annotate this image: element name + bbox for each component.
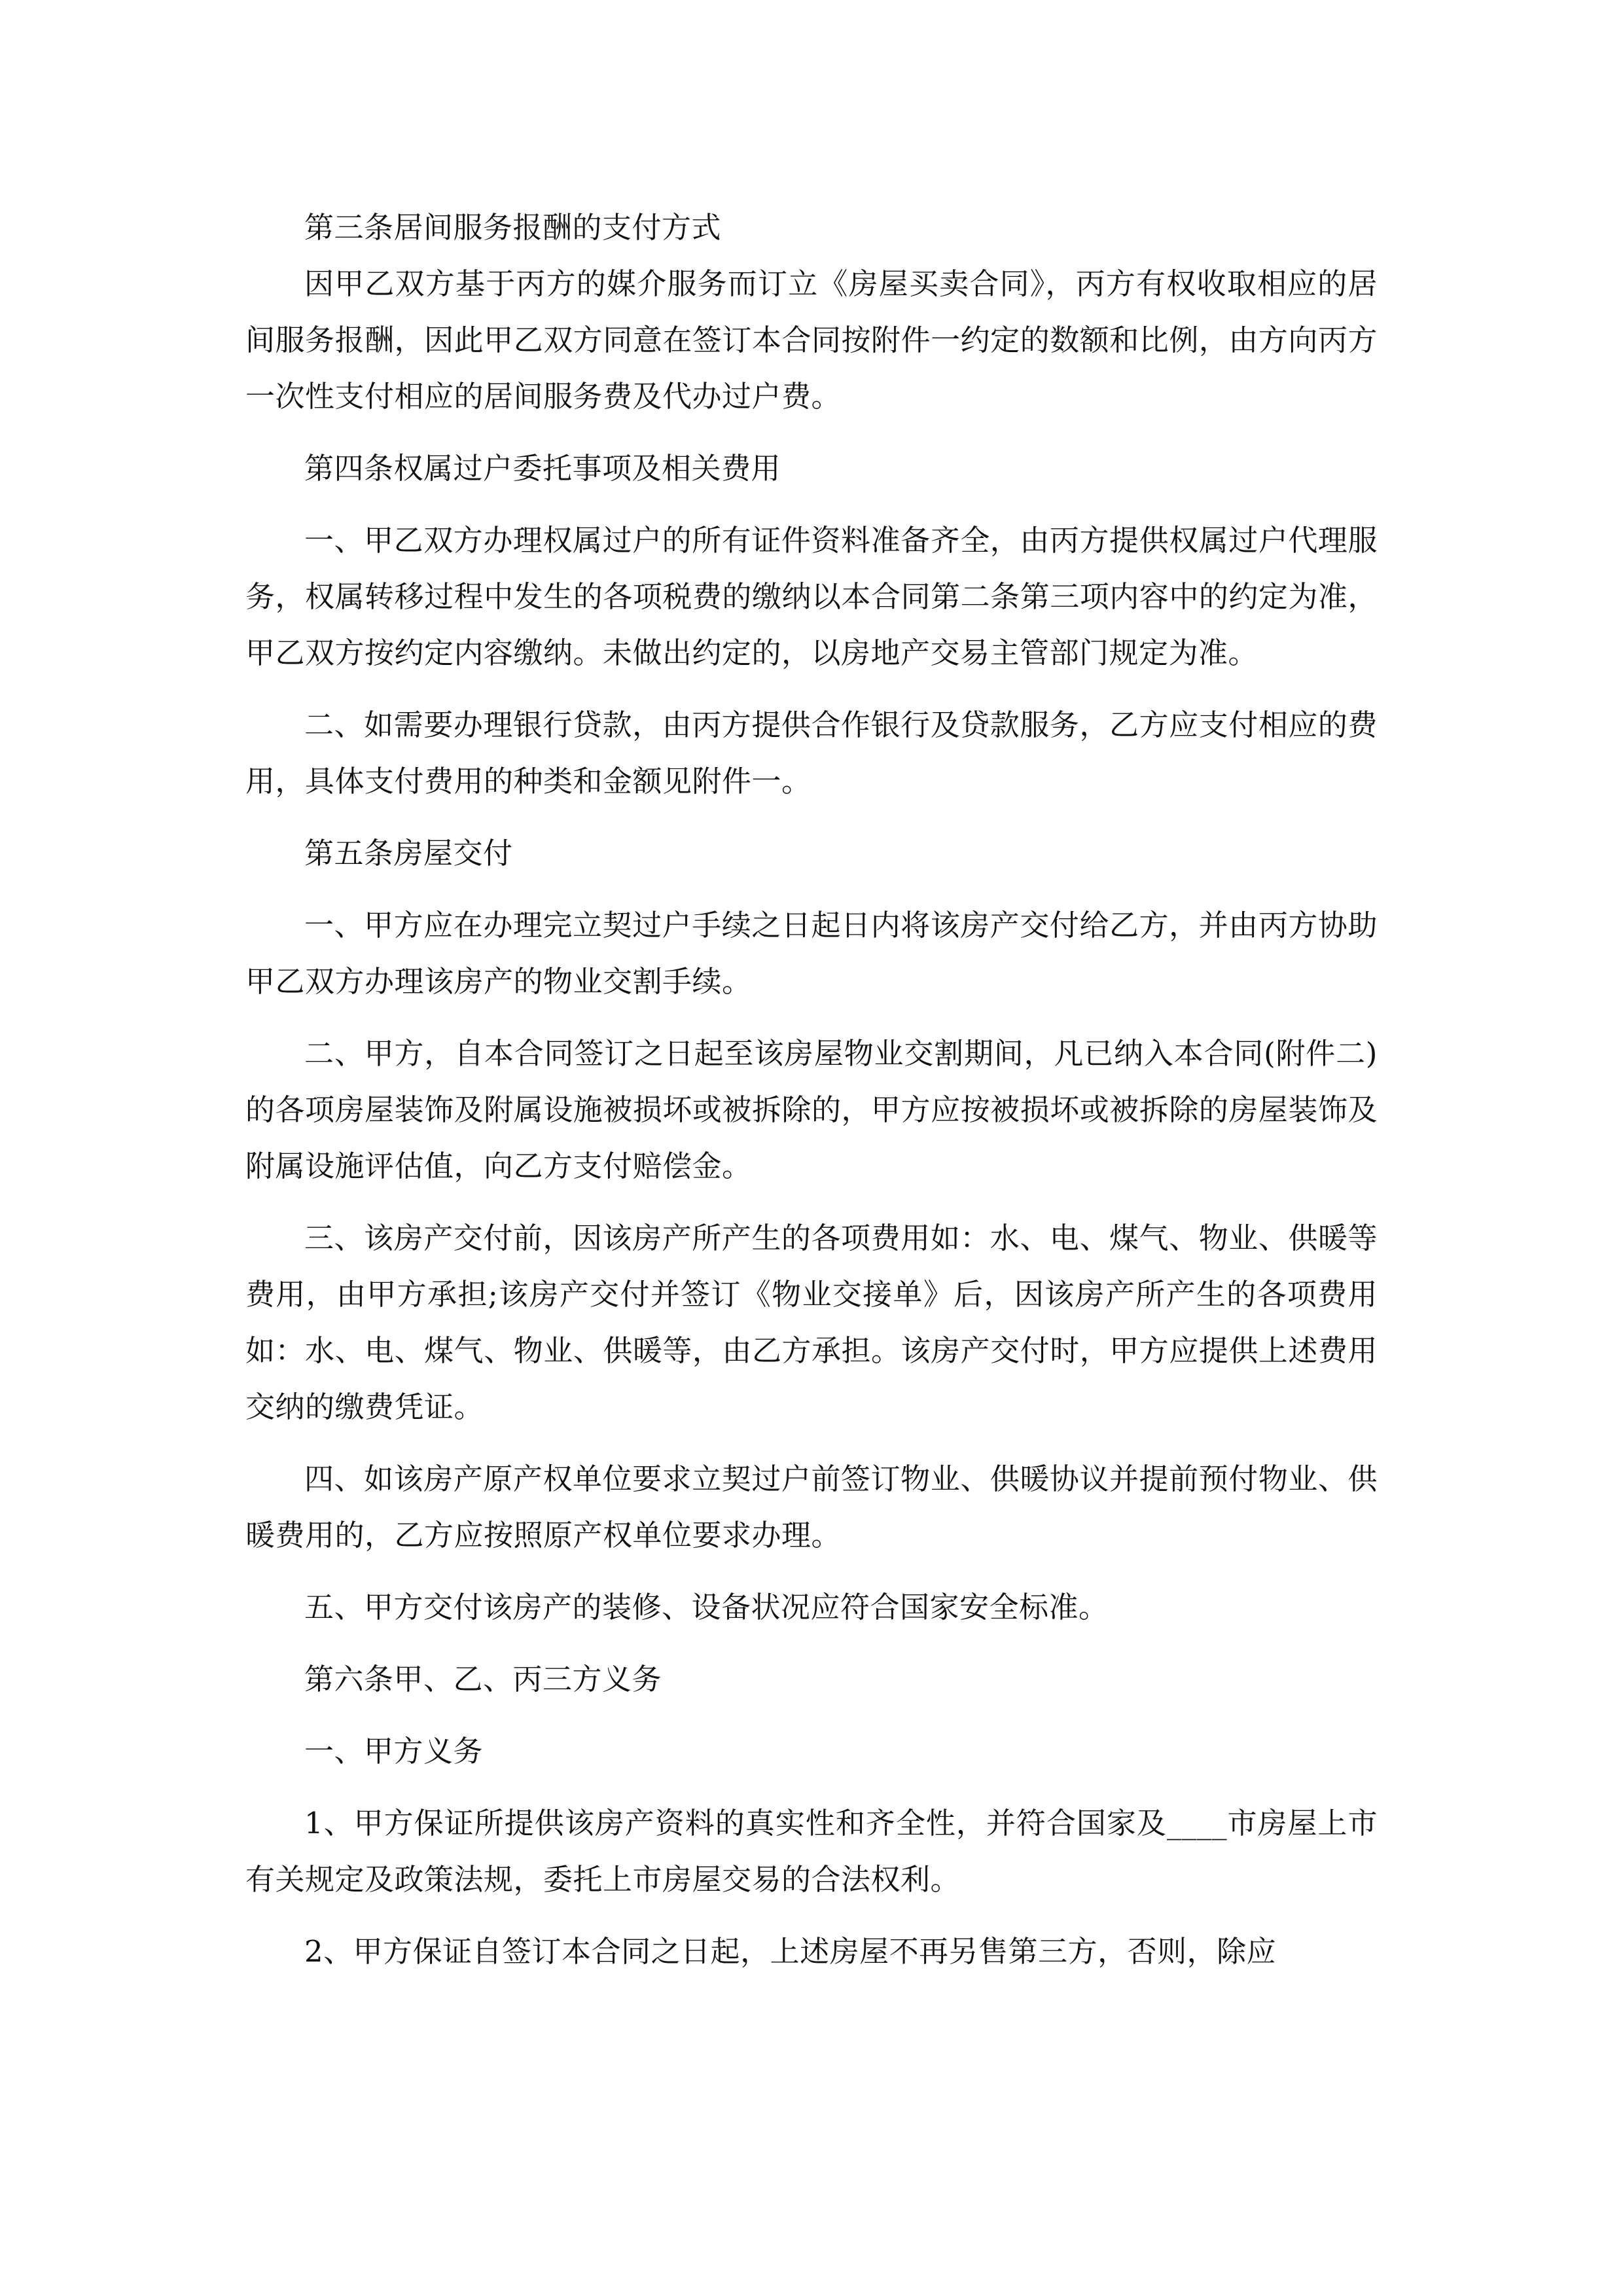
party-a-obligation-1: 1、甲方保证所提供该房产资料的真实性和齐全性，并符合国家及____市房屋上市有关规定及政策法规，委托上市房屋交易的合法权利。 — [245, 1806, 1378, 1897]
article-4-clause-1: 一、甲乙双方办理权属过户的所有证件资料准备齐全，由丙方提供权属过户代理服务，权属转移过程中发生的各项税费的缴纳以本合同第二条第三项内容中的约定为准，甲乙双方按约定内容缴纳。未做出约定的，以房地产交易主管部门规定为准。 — [245, 523, 1378, 670]
party-a-obligation-2: 2、甲方保证自签订本合同之日起，上述房屋不再另售第三方，否则，除应 — [304, 1934, 1277, 1969]
document-body — [245, 200, 1378, 1980]
article-5-heading: 第五条房屋交付 — [304, 836, 513, 870]
article-4-heading: 第四条权属过户委托事项及相关费用 — [304, 451, 781, 486]
article-5-clause-5: 五、甲方交付该房产的装修、设备状况应符合国家安全标准。 — [304, 1590, 1109, 1624]
article-5-clause-4: 四、如该房产原产权单位要求立契过户前签订物业、供暖协议并提前预付物业、供暖费用的，乙方应按照原产权单位要求办理。 — [245, 1462, 1378, 1552]
article-5-clause-2: 二、甲方，自本合同签订之日起至该房屋物业交割期间，凡已纳入本合同(附件二)的各项房屋装饰及附属设施被损坏或被拆除的，甲方应按被损坏或被拆除的房屋装饰及附属设施评估值，向乙方支付赔偿金。 — [245, 1036, 1378, 1183]
article-3-paragraph: 因甲乙双方基于丙方的媒介服务而订立《房屋买卖合同》，丙方有权收取相应的居间服务报酬，因此甲乙双方同意在签订本合同按附件一约定的数额和比例，由方向丙方一次性支付相应的居间服务费及代办过户费。 — [245, 266, 1378, 414]
article-5-clause-3: 三、该房产交付前，因该房产所产生的各项费用如：水、电、煤气、物业、供暖等费用，由甲方承担;该房产交付并签订《物业交接单》后，因该房产所产生的各项费用如：水、电、煤气、物业、供暖等，由乙方承担。该房产交付时，甲方应提供上述费用交纳的缴费凭证。 — [245, 1221, 1378, 1424]
article-4-clause-2: 二、如需要办理银行贷款，由丙方提供合作银行及贷款服务，乙方应支付相应的费用，具体支付费用的种类和金额见附件一。 — [245, 708, 1378, 798]
article-6-heading: 第六条甲、乙、丙三方义务 — [304, 1662, 662, 1696]
party-a-obligations-heading: 一、甲方义务 — [304, 1734, 484, 1768]
article-5-clause-1: 一、甲方应在办理完立契过户手续之日起日内将该房产交付给乙方，并由丙方协助甲乙双方办理该房产的物业交割手续。 — [245, 908, 1378, 999]
article-3-heading: 第三条居间服务报酬的支付方式 — [304, 210, 722, 245]
